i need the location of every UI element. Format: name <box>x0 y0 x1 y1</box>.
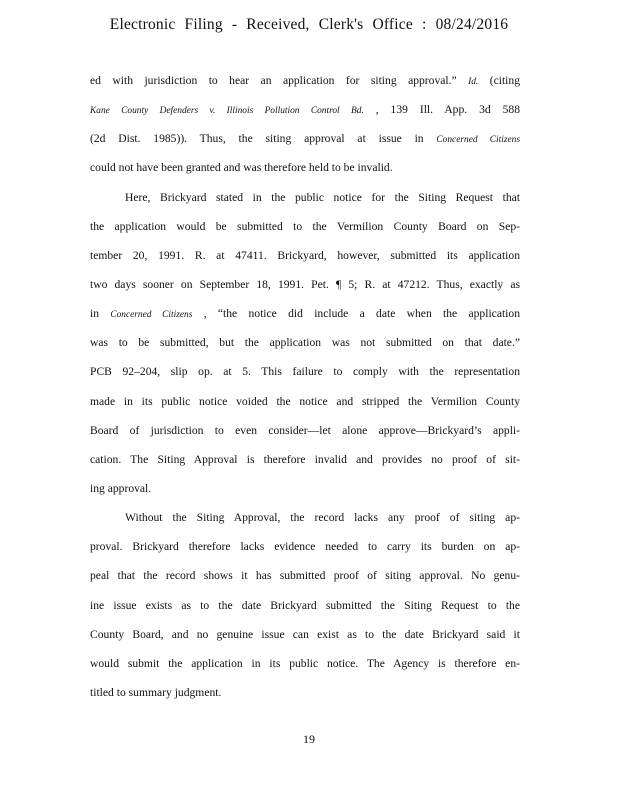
text-line <box>90 183 520 212</box>
body-text-segment: made in its public notice voided the notice and stripped the Vermilion County <box>90 394 520 408</box>
body-text-segment: Here, Brickyard stated in the public notice for the Siting Request that <box>125 190 520 204</box>
text-line <box>90 270 520 299</box>
body-text-segment: the application would be submitted to the Vermilion County Board on Sep- <box>90 219 520 233</box>
text-line <box>90 591 520 620</box>
citation-text: Concerned Citizens <box>436 135 520 146</box>
body-text-segment: proval. Brickyard therefore lacks evidence needed to carry its burden on ap- <box>90 540 520 554</box>
text-line <box>90 66 520 95</box>
text-line <box>90 328 520 357</box>
text-line <box>90 95 520 124</box>
text-line <box>90 416 520 445</box>
text-line <box>90 561 520 590</box>
body-text-segment: cation. The Siting Approval is therefore invalid and provides no proof of sit- <box>90 452 520 466</box>
page-number: 19 <box>303 732 315 746</box>
text-line <box>90 357 520 386</box>
text-line <box>90 387 520 416</box>
text-line <box>90 241 520 270</box>
text-line <box>90 532 520 561</box>
body-text-segment: (2d Dist. 1985)). Thus, the siting approval at issue in <box>90 132 437 146</box>
filing-stamp-header: Electronic Filing - Received, Clerk's Office : 08/24/2016 <box>109 16 509 33</box>
body-text-segment: ing approval. <box>90 481 152 495</box>
text-line <box>90 124 520 153</box>
body-text-segment: Without the Siting Approval, the record lacks any proof of siting ap- <box>125 511 520 525</box>
body-text-segment: ed with jurisdiction to hear an application for siting approval.” <box>90 74 469 87</box>
body-text-segment: tember 20, 1991. R. at 47411. Brickyard, however, submitted its application <box>90 248 520 262</box>
body-text-segment: two days sooner on September 18, 1991. Pet. ¶ 5; R. at 47212. Thus, exactly as <box>90 277 520 291</box>
body-text-segment: ine issue exists as to the date Brickyard submitted the Siting Request to the <box>90 598 520 612</box>
body-text-segment: was to be submitted, but the application was not submitted on that date.” <box>90 336 520 350</box>
body-text-segment: could not have been granted and was therefore held to be invalid. <box>90 161 393 175</box>
body-text-segment: (citing <box>478 74 520 87</box>
body-text-segment: would submit the application in its public notice. The Agency is therefore en- <box>90 656 520 670</box>
citation-text: Kane County Defenders v. Illinois Pollution Control Bd. <box>90 106 364 117</box>
text-line <box>90 649 520 678</box>
text-line <box>90 212 520 241</box>
text-line <box>90 153 520 182</box>
body-text-segment: , 139 Ill. App. 3d 588 <box>363 103 520 117</box>
body-text-segment: peal that the record shows it has submitted proof of siting approval. No genu- <box>90 569 520 583</box>
body-text-segment: County Board, and no genuine issue can exist as to the date Brickyard said it <box>90 627 520 641</box>
body-text-segment: PCB 92–204, slip op. at 5. This failure to comply with the representation <box>90 365 520 379</box>
citation-text: Concerned Citizens <box>110 310 193 321</box>
body-text-segment: Board of jurisdiction to even consider—let alone approve—Brickyard’s appli- <box>90 423 520 437</box>
body-text-segment: titled to summary judgment. <box>90 685 222 699</box>
body-text-segment: in <box>90 307 111 321</box>
text-line <box>90 678 520 707</box>
text-line <box>90 474 520 503</box>
text-line <box>90 503 520 532</box>
text-line <box>90 299 520 328</box>
body-text-segment: , “the notice did include a date when the application <box>192 307 521 321</box>
text-line <box>90 620 520 649</box>
text-line <box>90 445 520 474</box>
document-body <box>90 66 520 707</box>
citation-text: Id. <box>468 77 479 87</box>
